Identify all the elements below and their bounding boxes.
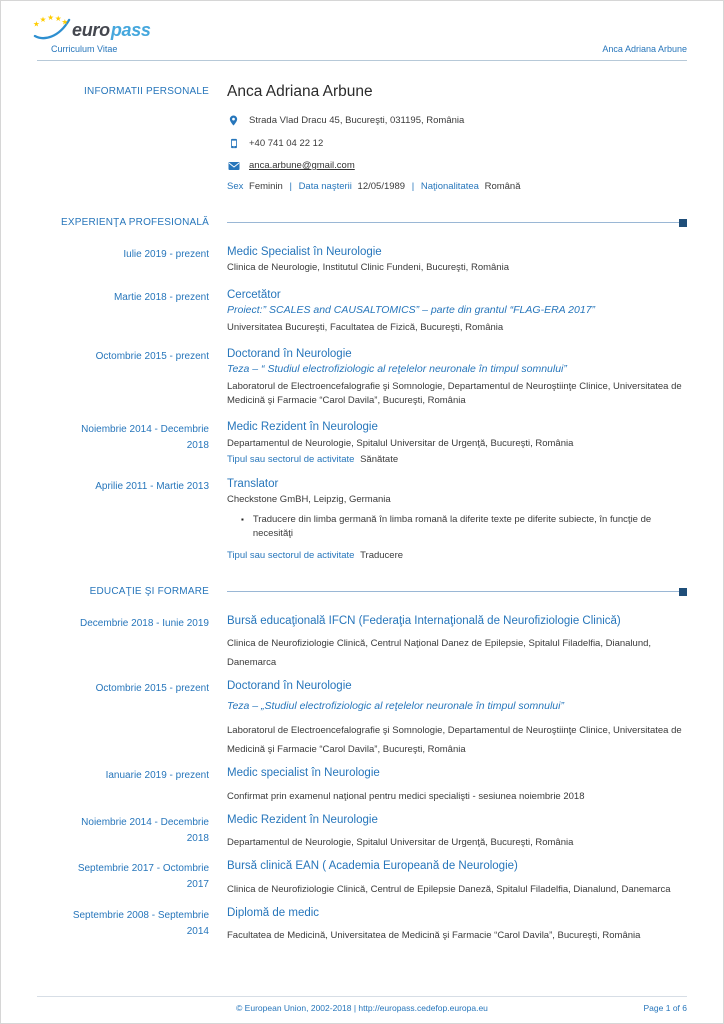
svg-text:★: ★ bbox=[33, 19, 40, 29]
europass-stars-icon bbox=[33, 14, 71, 41]
entry-detail: Departamentul de Neurologie, Spitalul Universitar de Urgenţă, Bucureşti, România bbox=[227, 437, 574, 449]
phone-line bbox=[227, 137, 687, 150]
phone-text: +40 741 04 22 12 bbox=[249, 138, 324, 149]
phone-icon bbox=[227, 137, 240, 150]
logo-pass-text: pass bbox=[110, 20, 151, 40]
entry-date bbox=[37, 813, 209, 852]
location-pin-icon bbox=[227, 114, 240, 127]
entry-subtitle: Proiect:” SCALES and CAUSALTOMICS” – parte din grantul “FLAG-ERA 2017” bbox=[227, 304, 596, 316]
entry-date bbox=[37, 288, 209, 335]
birth-date-label: Data naşterii bbox=[298, 181, 352, 192]
entry-date-text: Septembrie 2017 - Octombrie 2017 bbox=[77, 863, 209, 891]
experience-entry bbox=[37, 245, 687, 276]
email-line bbox=[227, 160, 687, 171]
entry-date-text: Noiembrie 2014 - Decembrie 2018 bbox=[81, 424, 209, 452]
personal-info-section bbox=[37, 83, 687, 192]
doc-type-label: Curriculum Vitae bbox=[51, 44, 118, 54]
page-footer bbox=[37, 996, 687, 1013]
activity-type-value: Sănătate bbox=[360, 454, 399, 466]
entry-date bbox=[37, 859, 209, 898]
education-entry bbox=[37, 766, 687, 805]
entry-title: Doctorand în Neurologie bbox=[227, 347, 352, 360]
entry-subtitle: Teza – „Studiul electrofiziologic al reţelelor neuronale în timpul somnului” bbox=[227, 699, 564, 712]
entry-title: Translator bbox=[227, 478, 279, 491]
education-entry bbox=[37, 679, 687, 759]
svg-text:★: ★ bbox=[39, 14, 47, 24]
cv-body bbox=[37, 83, 687, 945]
bullet-text: Traducere din limba germană în limba romană la diferite texte pe diferite subiecte, în funcţie de necesităţi bbox=[252, 513, 652, 540]
education-section-title: EDUCAŢIE ŞI FORMARE bbox=[89, 586, 209, 598]
entry-detail: Facultatea de Medicină, Universitatea de Medicină şi Farmacie “Carol Davila”, Bucureşti, România bbox=[227, 929, 641, 941]
entry-date-text: Ianuarie 2019 - prezent bbox=[105, 770, 209, 782]
entry-detail: Clinica de Neurofiziologie Clinică, Centrul Naţional Danez de Epilepsie, Spitalul Filadelfia, Dianalund, Danemarca bbox=[227, 638, 652, 669]
svg-text:★: ★ bbox=[54, 14, 62, 23]
section-rule bbox=[227, 214, 687, 228]
europass-logo bbox=[33, 9, 687, 41]
section-rule-line bbox=[227, 591, 679, 592]
footer-divider bbox=[37, 996, 687, 997]
entry-date-text: Decembrie 2018 - Iunie 2019 bbox=[80, 618, 209, 630]
entry-detail: Laboratorul de Electroencefalografie şi Somnologie, Departamentul de Neuroştiinţe Clinice, Universitatea de Medicină şi Farmacie “Carol Davila”, Bucureşti, România bbox=[227, 380, 682, 407]
separator: | bbox=[289, 181, 292, 192]
entry-date bbox=[37, 347, 209, 409]
sex-value: Feminin bbox=[249, 181, 283, 192]
person-name: Anca Adriana Arbune bbox=[227, 83, 373, 100]
experience-section-title: EXPERIENŢA PROFESIONALĂ bbox=[61, 217, 209, 228]
footer-copyright: © European Union, 2002-2018 | http://europass.cedefop.europa.eu bbox=[236, 1003, 488, 1013]
entry-date-text: Octombrie 2015 - prezent bbox=[95, 683, 209, 695]
activity-type-line bbox=[227, 454, 687, 465]
birth-date-value: 12/05/1989 bbox=[357, 181, 406, 192]
activity-type-label: Tipul sau sectorul de activitate bbox=[227, 454, 355, 466]
svg-text:★: ★ bbox=[47, 14, 55, 22]
entry-detail: Checkstone GmBH, Leipzig, Germania bbox=[227, 494, 391, 506]
entry-date-text: Septembrie 2008 - Septembrie 2014 bbox=[72, 909, 209, 937]
education-entry bbox=[37, 813, 687, 852]
entry-date bbox=[37, 477, 209, 561]
personal-meta-line bbox=[227, 181, 687, 192]
education-entry bbox=[37, 906, 687, 945]
activity-type-label: Tipul sau sectorul de activitate bbox=[227, 550, 355, 562]
education-section-header bbox=[37, 583, 687, 597]
entry-title: Diplomă de medic bbox=[227, 906, 320, 919]
address-line bbox=[227, 114, 687, 127]
experience-section-header bbox=[37, 214, 687, 228]
section-rule-line bbox=[227, 222, 679, 223]
entry-detail: Departamentul de Neurologie, Spitalul Universitar de Urgenţă, Bucureşti, România bbox=[227, 837, 574, 849]
education-entry bbox=[37, 614, 687, 672]
svg-text:★: ★ bbox=[61, 17, 69, 27]
page-number: Page 1 of 6 bbox=[643, 1003, 687, 1013]
entry-date bbox=[37, 906, 209, 945]
entry-date-text: Martie 2018 - prezent bbox=[113, 291, 209, 303]
entry-detail: Clinica de Neurologie, Institutul Clinic Fundeni, Bucureşti, România bbox=[227, 262, 509, 274]
entry-title: Medic Rezident în Neurologie bbox=[227, 421, 378, 434]
entry-detail: Clinica de Neurofiziologie Clinică, Centrul de Epilepsie Daneză, Spitalul Filadelfia, Dianalund, Danemarca bbox=[227, 883, 671, 895]
email-envelope-icon bbox=[227, 161, 240, 171]
email-link[interactable]: anca.arbune@gmail.com bbox=[249, 160, 355, 171]
experience-entry bbox=[37, 347, 687, 409]
education-entry bbox=[37, 859, 687, 898]
section-rule bbox=[227, 583, 687, 597]
entry-detail: Laboratorul de Electroencefalografie şi Somnologie, Departamentul de Neuroştiinţe Clinice, Universitatea de Medicină şi Farmacie “Carol Davila”, Bucureşti, România bbox=[227, 725, 682, 756]
header-meta-row bbox=[37, 41, 687, 61]
activity-type-line bbox=[227, 550, 687, 561]
entry-title: Bursă clinică EAN ( Academia Europeană de Neurologie) bbox=[227, 860, 518, 873]
separator: | bbox=[411, 181, 415, 192]
entry-detail: Universitatea Bucureşti, Facultatea de Fizică, Bucureşti, România bbox=[227, 321, 504, 333]
entry-detail: Confirmat prin examenul naţional pentru medici specialişti - sesiunea noiembrie 2018 bbox=[227, 790, 585, 802]
logo-euro-text: euro bbox=[72, 20, 110, 40]
bullet-item bbox=[241, 513, 673, 542]
entry-title: Medic specialist în Neurologie bbox=[227, 767, 380, 780]
education-section bbox=[37, 583, 687, 945]
experience-entry bbox=[37, 477, 687, 561]
header-owner-name: Anca Adriana Arbune bbox=[602, 44, 687, 54]
nationality-label: Naţionalitatea bbox=[420, 181, 479, 192]
experience-entry bbox=[37, 288, 687, 335]
activity-type-value: Traducere bbox=[360, 550, 404, 562]
entry-title: Doctorand în Neurologie bbox=[227, 680, 352, 693]
address-text: Strada Vlad Dracu 45, Bucureşti, 031195, România bbox=[249, 115, 465, 126]
entry-subtitle: Teza – “ Studiul electrofiziologic al reţelelor neuronale în timpul somnului” bbox=[227, 363, 567, 376]
entry-date bbox=[37, 679, 209, 759]
nationality-value: Română bbox=[484, 181, 521, 192]
entry-date-text: Iulie 2019 - prezent bbox=[123, 249, 209, 260]
entry-date bbox=[37, 245, 209, 276]
page-header bbox=[33, 9, 687, 61]
entry-title: Bursă educaţională IFCN (Federaţia Internaţională de Neurofiziologie Clinică) bbox=[227, 615, 621, 628]
section-rule-square bbox=[679, 588, 687, 596]
sex-label: Sex bbox=[227, 181, 244, 192]
experience-entry bbox=[37, 420, 687, 465]
entry-title: Medic Rezident în Neurologie bbox=[227, 813, 378, 826]
entry-title: Cercetător bbox=[227, 288, 281, 301]
bullet-icon bbox=[241, 513, 244, 542]
entry-date-text: Octombrie 2015 - prezent bbox=[95, 350, 209, 362]
entry-date-text: Noiembrie 2014 - Decembrie 2018 bbox=[81, 816, 209, 844]
entry-date bbox=[37, 614, 209, 672]
section-rule-square bbox=[679, 219, 687, 227]
entry-date bbox=[37, 766, 209, 805]
entry-date bbox=[37, 420, 209, 465]
experience-section bbox=[37, 214, 687, 561]
entry-date-text: Aprilie 2011 - Martie 2013 bbox=[95, 481, 209, 493]
personal-section-label: INFORMATII PERSONALE bbox=[84, 86, 209, 97]
entry-title: Medic Specialist în Neurologie bbox=[227, 246, 382, 258]
